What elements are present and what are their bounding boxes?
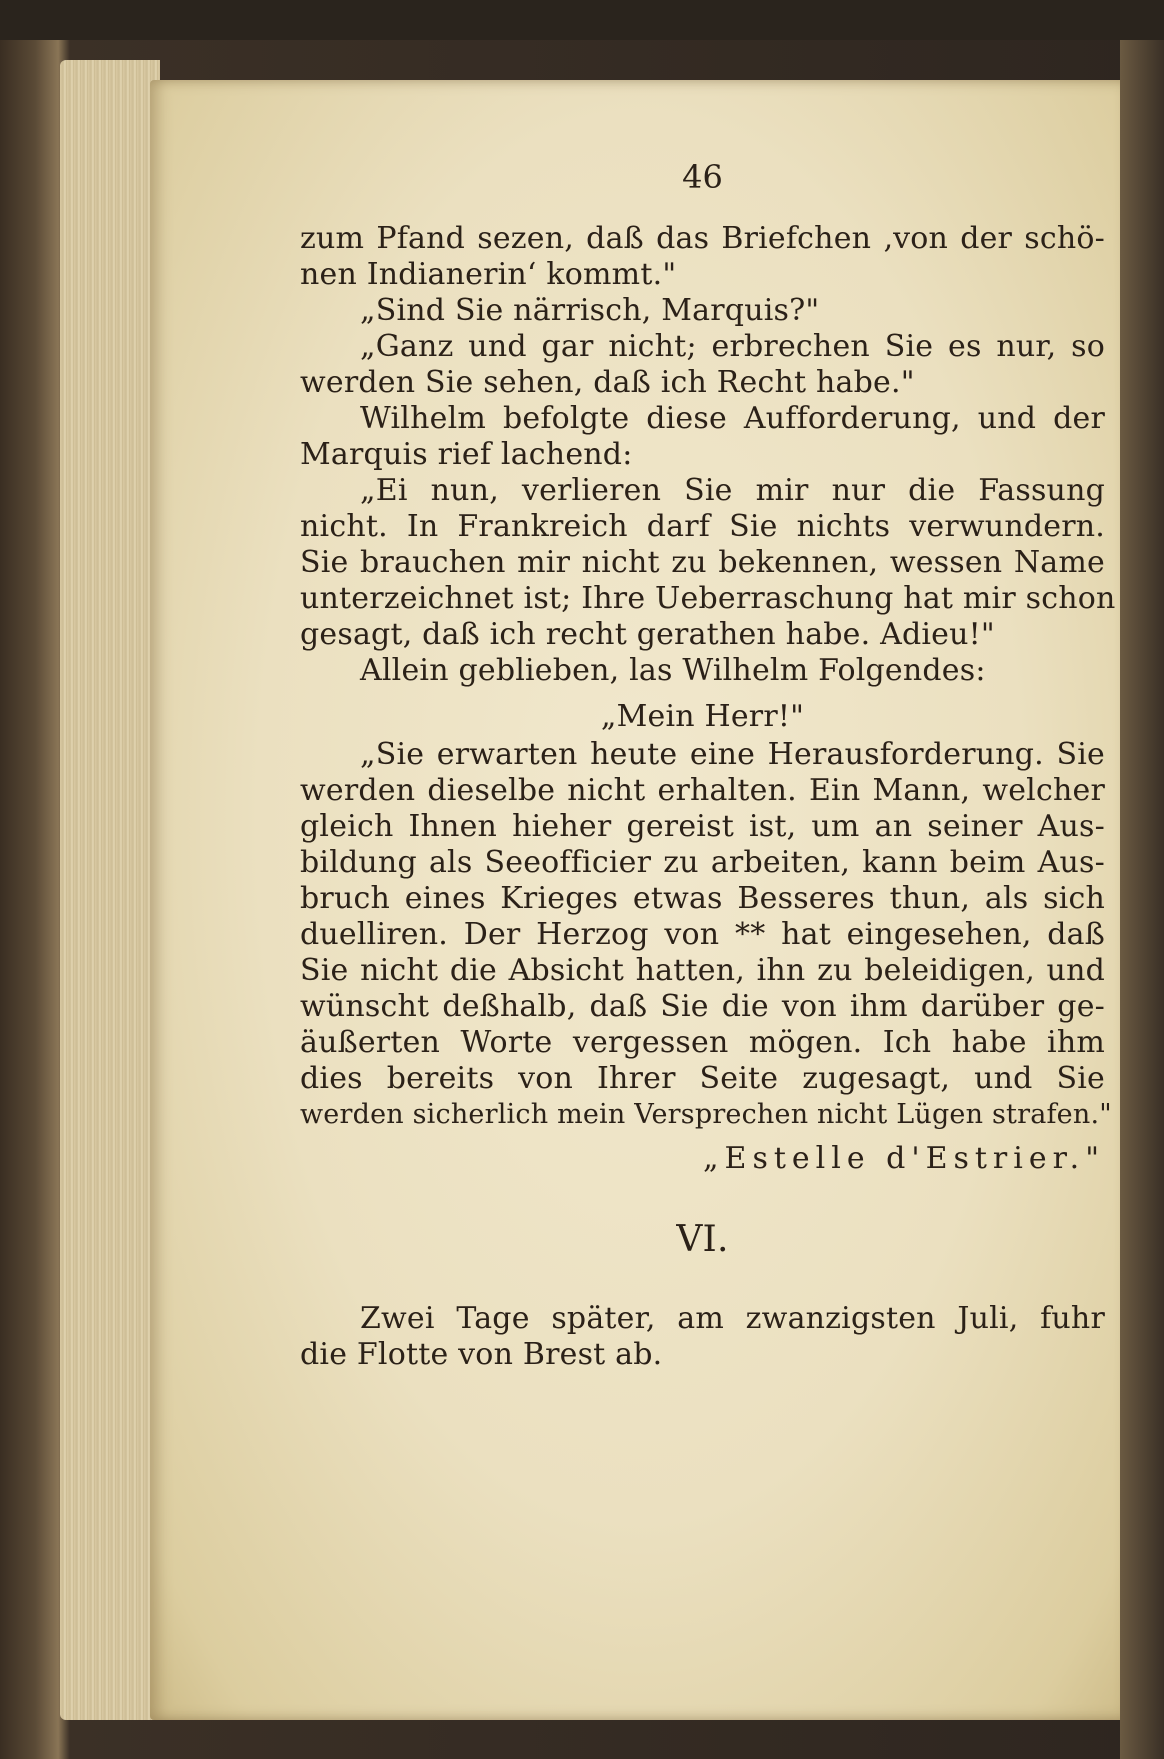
text-line: gesagt, daß ich recht gerathen habe. Adieu!" — [300, 617, 995, 652]
chapter-heading: VI. — [676, 1219, 729, 1260]
text-line: die Flotte von Brest ab. — [300, 1337, 663, 1372]
text-line: Allein geblieben, las Wilhelm Folgendes: — [360, 653, 986, 688]
letter-signature: „Estelle d'Estrier." — [703, 1141, 1105, 1176]
text-line: nicht. In Frankreich darf Sie nichts verwundern. — [300, 509, 1105, 544]
text-line: „Ganz und gar nicht; erbrechen Sie es nur, so — [360, 329, 1105, 364]
page-stack-edges — [60, 60, 160, 1720]
text-line: unterzeichnet ist; Ihre Ueberraschung hat mir schon — [300, 581, 1116, 616]
text-line: „Sie erwarten heute eine Herausforderung. Sie — [360, 737, 1105, 772]
text-line: dies bereits von Ihrer Seite zugesagt, und Sie — [300, 1061, 1105, 1096]
text-line: werden Sie sehen, daß ich Recht habe." — [300, 365, 915, 400]
text-line: wünscht deßhalb, daß Sie die von ihm darüber ge- — [300, 989, 1105, 1024]
text-line: „Ei nun, verlieren Sie mir nur die Fassung — [360, 473, 1105, 508]
text-line: werden dieselbe nicht erhalten. Ein Mann, welcher — [300, 773, 1105, 808]
text-line: duelliren. Der Herzog von ** hat eingesehen, daß — [300, 917, 1105, 952]
text-line: Wilhelm befolgte diese Aufforderung, und der — [360, 401, 1105, 436]
text-line: Marquis rief lachend: — [300, 437, 633, 472]
text-line: äußerten Worte vergessen mögen. Ich habe ihm — [300, 1025, 1105, 1060]
text-line: nen Indianerin‘ kommt." — [300, 257, 677, 292]
letter-salutation: „Mein Herr!" — [600, 699, 805, 734]
text-line: Sie nicht die Absicht hatten, ihn zu beleidigen, und — [300, 953, 1105, 988]
text-line: Sie brauchen mir nicht zu bekennen, wessen Name — [300, 545, 1105, 580]
text-line: bruch eines Krieges etwas Besseres thun, als sich — [300, 881, 1105, 916]
text-line: zum Pfand sezen, daß das Briefchen ‚von der schö- — [300, 221, 1105, 256]
book-cover-edge — [1120, 40, 1164, 1759]
page-number: 46 — [682, 158, 723, 196]
text-line: Zwei Tage später, am zwanzigsten Juli, fuhr — [360, 1301, 1105, 1336]
text-line: „Sind Sie närrisch, Marquis?" — [360, 293, 820, 328]
text-line: werden sicherlich mein Versprechen nicht Lügen strafen." — [300, 1099, 1112, 1130]
text-line: bildung als Seeofficier zu arbeiten, kann beim Aus- — [300, 845, 1105, 880]
text-line: gleich Ihnen hieher gereist ist, um an seiner Aus- — [300, 809, 1105, 844]
